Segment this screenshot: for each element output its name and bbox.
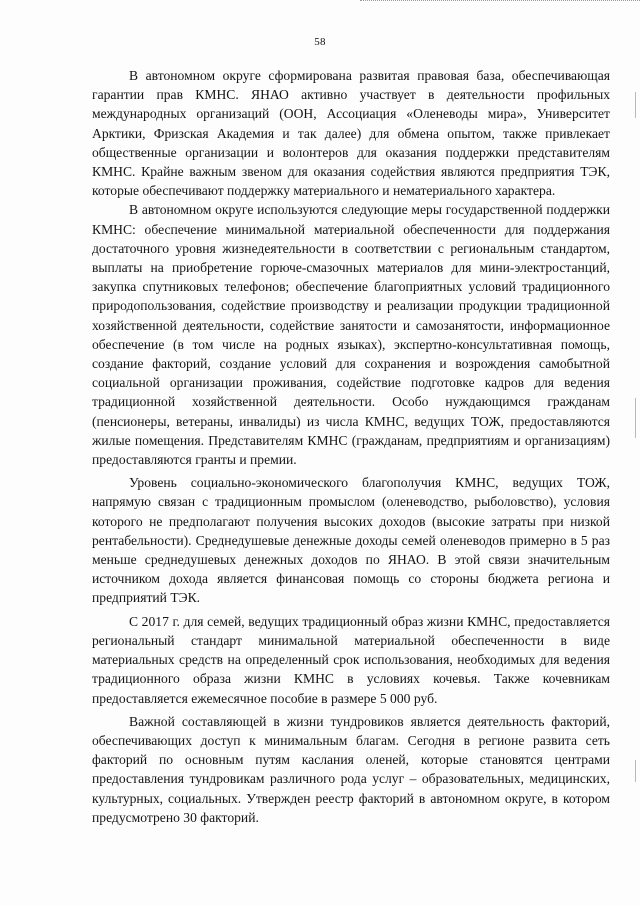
scan-edge-right-middle: [635, 398, 636, 438]
scan-edge-right-upper: [635, 92, 636, 118]
paragraph-regional-standard: С 2017 г. для семей, ведущих традиционный образ жизни КМНС, предоставляется региональный стандарт минимальной материальной обеспеченности в виде материальных средств на определенный срок использования, необходимых для ведения традиционного образа жизни КМНС в условиях кочевья. Также кочевникам предоставляется ежемесячное пособие в размере 5 000 руб.: [92, 613, 610, 706]
paragraph-trading-posts: Важной составляющей в жизни тундровиков является деятельность факторий, обеспечивающих доступ к минимальным благам. Сегодня в регионе развита сеть факторий по основным путям каслания оленей, которые становятся центрами предоставления тундровикам различного рода услуг – образовательных, медицинских, культурных, социальных. Утвержден реестр факторий в автономном округе, в котором предусмотрено 30 факторий.: [92, 713, 610, 825]
scan-edge-top: [360, 0, 640, 4]
body-text: [92, 66, 610, 827]
paragraph-support-measures: В автономном округе используются следующие меры государственной поддержки КМНС: обеспечение минимальной материальной обеспеченности для поддержания достаточного уровня жизнедеятельности в соответствии с региональным стандартом, выплаты на приобретение горюче-смазочных материалов для мини-электростанций, закупка спутниковых телефонов; обеспечение благоприятных условий традиционного природопользования, содействие производству и реализации продукции традиционной хозяйственной деятельности, содействие занятости и самозанятости, информационное обеспечение (в том числе на родных языках), экспертно-консультативная помощь, создание факторий, создание условий для сохранения и возрождения самобытной социальной организации проживания, содействие подготовке кадров для ведения традиционной хозяйственной деятельности. Особо нуждающимся гражданам (пенсионеры, ветераны, инвалиды) из числа КМНС, ведущих ТОЖ, предоставляются жилые помещения. Представителям КМНС (гражданам, предприятиям и организациям) предоставляются гранты и премии.: [92, 202, 610, 468]
paragraph-legal-base: В автономном округе сформирована развитая правовая база, обеспечивающая гарантии прав КМНС. ЯНАО активно участвует в деятельности профильных международных организаций (ООН, Ассоциация «Оленеводы мира», Университет Арктики, Фризская Академия и так далее) для обмена опытом, также привлекает общественные организации и волонтеров для оказания поддержки представителям КМНС. Крайне важным звеном для оказания содействия являются предприятия ТЭК, которые обеспечивают поддержку материального и нематериального характера.: [92, 68, 610, 199]
scan-edge-right-lower: [635, 760, 636, 782]
paragraph-welfare-level: Уровень социально-экономического благополучия КМНС, ведущих ТОЖ, напрямую связан с традиционным промыслом (оленеводство, рыболовство), условия которого не предполагают получения высоких доходов (высокие затраты при низкой рентабельности). Среднедушевые денежные доходы семей оленеводов примерно в 5 раз меньше среднедушевых денежных доходов по ЯНАО. В этой связи значительным источником дохода является финансовая помощь со стороны бюджета региона и предприятий ТЭК.: [92, 475, 610, 606]
page-number: 58: [314, 36, 326, 48]
